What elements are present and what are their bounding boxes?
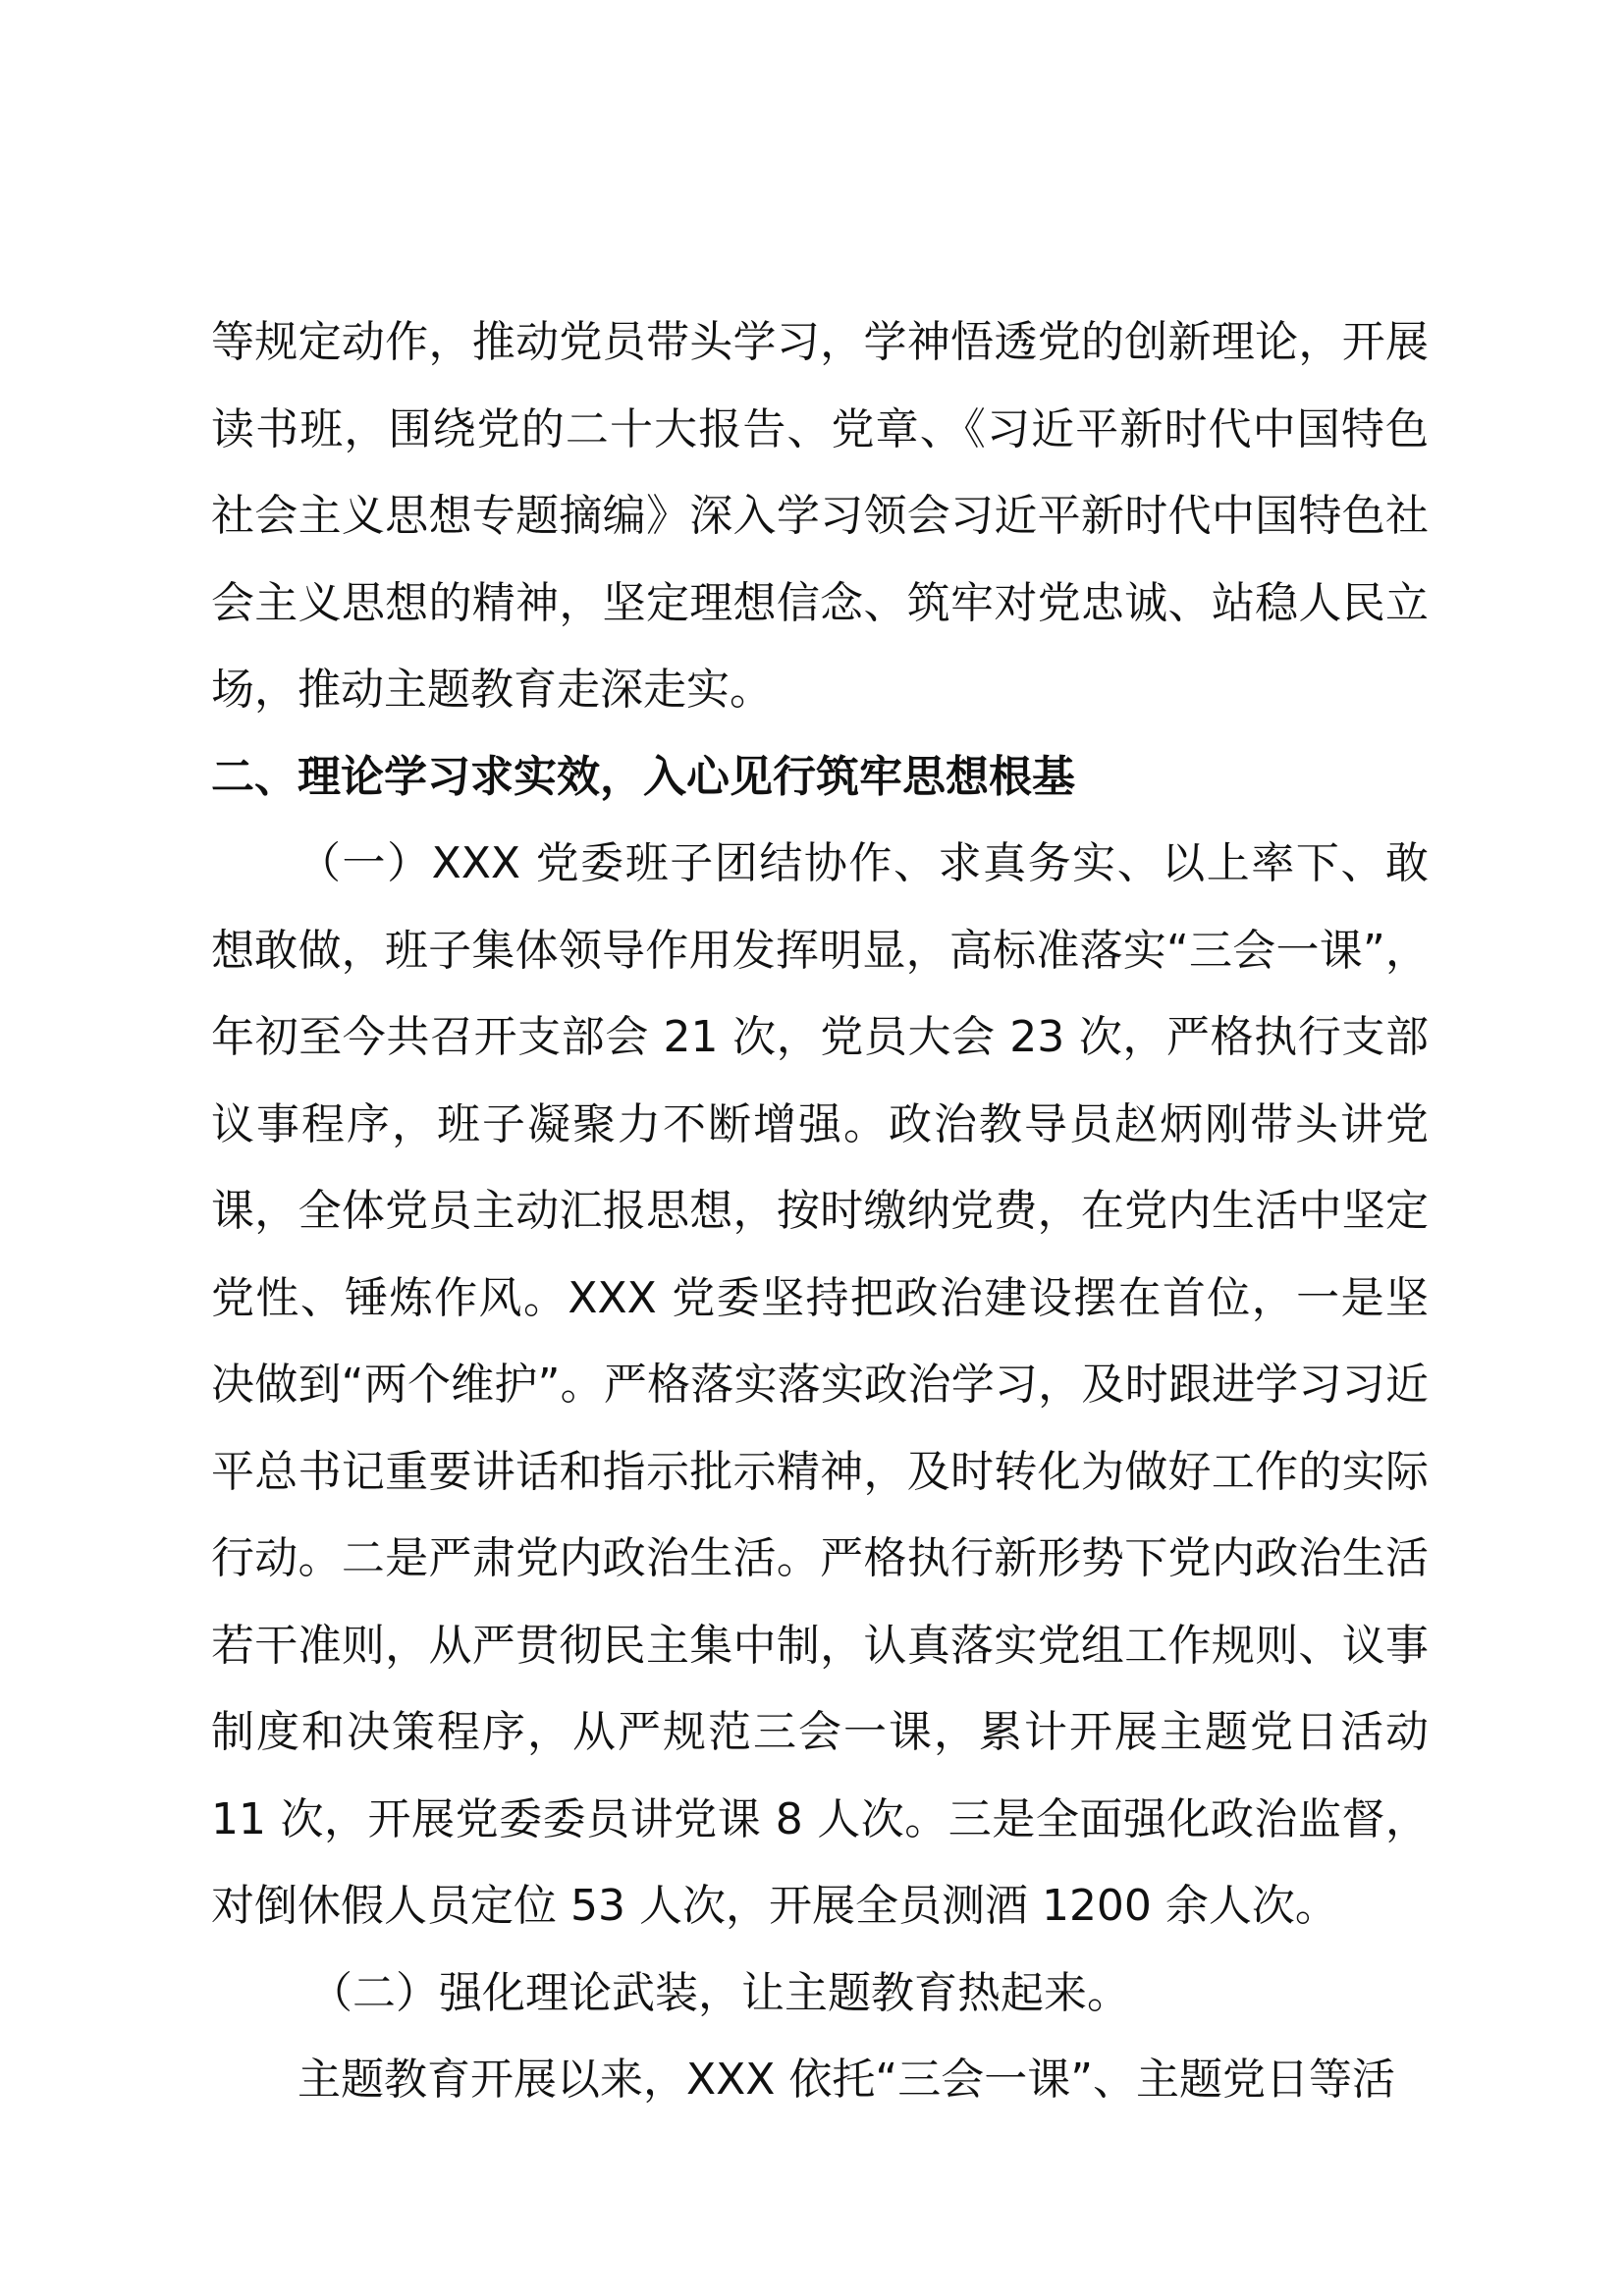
section-two-body: 主题教育开展以来，XXX 依托“三会一课”、主题党日等活	[298, 2055, 1396, 2105]
document-body	[211, 299, 1429, 2124]
section-heading: 二、理论学习求实效，入心见行筑牢思想根基	[211, 751, 1075, 802]
section-one-paragraph: （一）XXX 党委班子团结协作、求真务实、以上率下、敢想敢做，班子集体领导作用发挥明显，高标准落实“三会一课”，年初至今共召开支部会 21 次，党员大会 23 次，严格执行支部议事程序，班子凝聚力不断增强。政治教导员赵炳刚带头讲党课，全体党员主动汇报思想，按时缴纳党费，在党内生活中坚定党性、锤炼作风。XXX 党委坚持把政治建设摆在首位，一是坚决做到“两个维护”。严格落实落实政治学习，及时跟进学习习近平总书记重要讲话和指示批示精神，及时转化为做好工作的实际行动。二是严肃党内政治生活。严格执行新形势下党内政治生活若干准则，从严贯彻民主集中制，认真落实党组工作规则、议事制度和决策程序，从严规范三会一课，累计开展主题党日活动 11 次，开展党委委员讲党课 8 人次。三是全面强化政治监督，对倒休假人员定位 53 人次，开展全员测酒 1200 余人次。	[211, 838, 1429, 1931]
section-two-title: （二）强化理论武装，让主题教育热起来。	[309, 1967, 1130, 2018]
continuation-paragraph: 等规定动作，推动党员带头学习，学神悟透党的创新理论，开展读书班，围绕党的二十大报告、党章、《习近平新时代中国特色社会主义思想专题摘编》深入学习领会习近平新时代中国特色社会主义思想的精神，坚定理想信念、筑牢对党忠诚、站稳人民立场，推动主题教育走深走实。	[211, 317, 1429, 715]
